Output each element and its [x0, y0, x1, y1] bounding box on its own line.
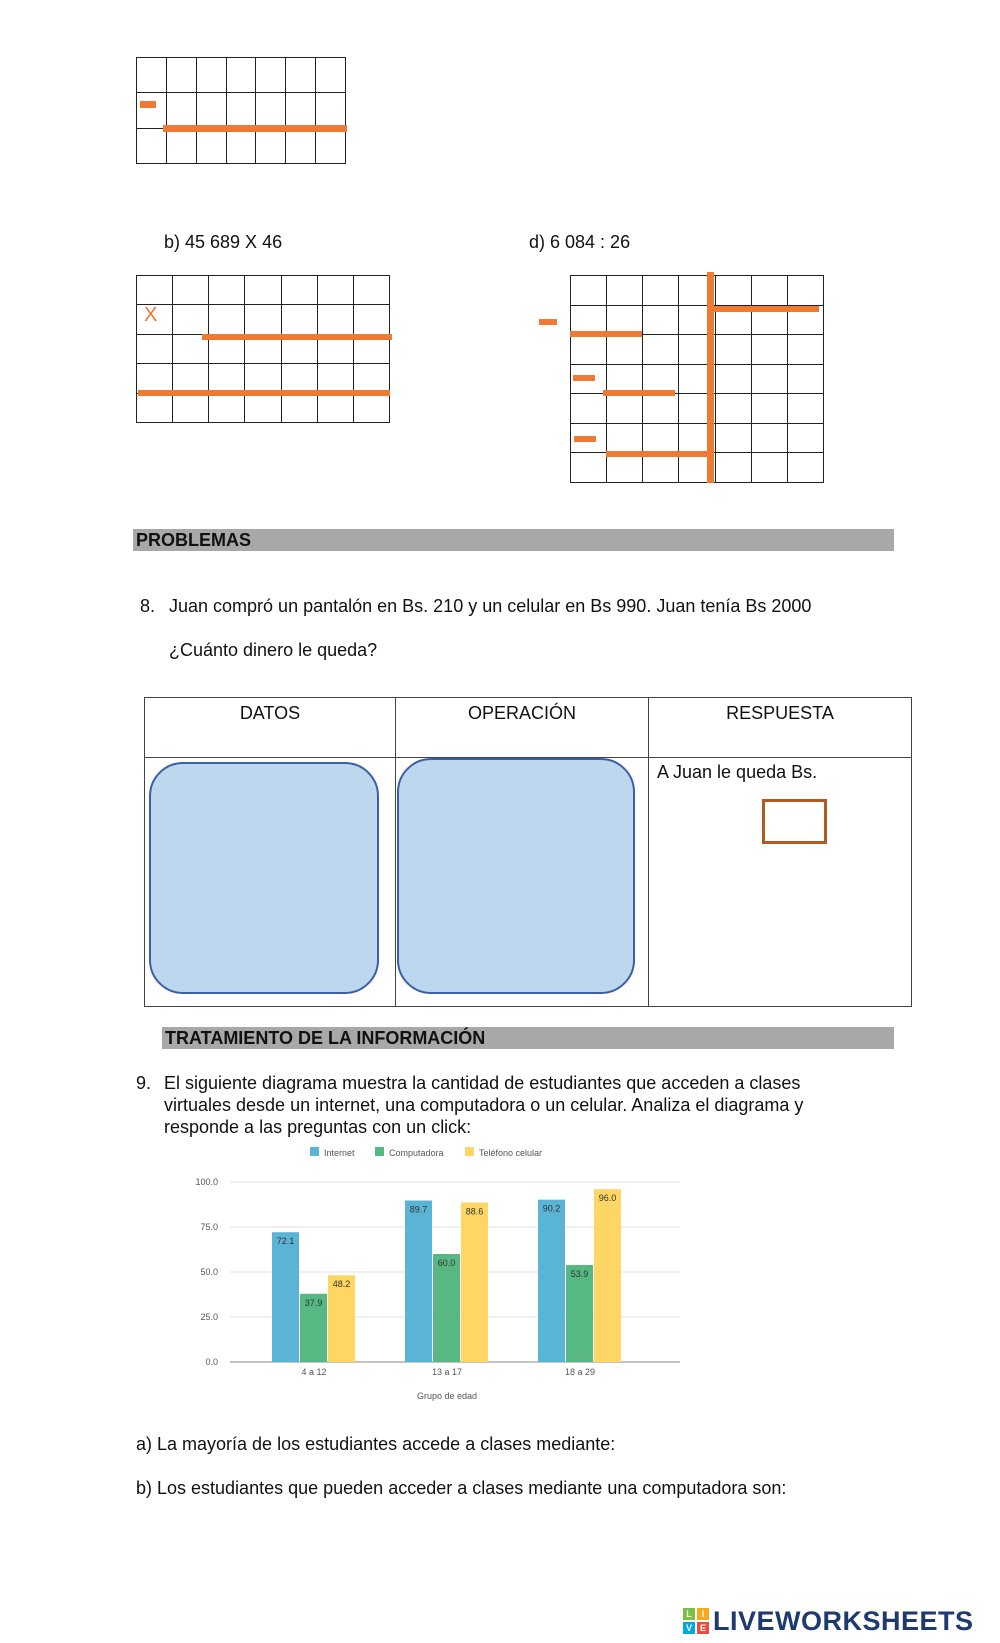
divider-horizontal [712, 306, 819, 312]
operacion-input-box[interactable] [397, 758, 635, 994]
data-label: 90.2 [542, 1203, 561, 1214]
bar [433, 1254, 460, 1362]
bar [405, 1201, 432, 1362]
question-a: a) La mayoría de los estudiantes accede a clases mediante: [136, 1434, 616, 1454]
bar [461, 1203, 488, 1362]
datos-input-box[interactable] [149, 762, 379, 994]
exercise-b-label: b) 45 689 X 46 [164, 232, 283, 252]
q9-number: 9. [136, 1073, 152, 1093]
sub-line-2 [603, 390, 675, 396]
logo-letter-v: V [683, 1622, 695, 1634]
total-line [138, 390, 390, 396]
data-label: 53.9 [570, 1268, 589, 1279]
minus-mark-2 [573, 375, 595, 381]
q8-text-line1: Juan compró un pantalón en Bs. 210 y un celular en Bs 990. Juan tenía Bs 2000 [169, 596, 812, 616]
data-label: 37.9 [304, 1297, 323, 1308]
col-datos: DATOS [145, 698, 396, 758]
x-tick-label: 4 a 12 [301, 1367, 327, 1377]
sub-line-3 [606, 451, 712, 457]
x-axis-label: Grupo de edad [416, 1391, 478, 1401]
minus-mark-3 [574, 436, 596, 442]
data-label: 60.0 [437, 1258, 456, 1268]
question-b: b) Los estudiantes que pueden acceder a clases mediante una computadora son: [136, 1478, 787, 1498]
logo-letter-e: E [697, 1622, 709, 1634]
minus-mark [140, 101, 156, 108]
partial-line [202, 334, 392, 340]
legend-label: Computadora [389, 1148, 444, 1158]
bar [594, 1189, 621, 1362]
q9-text-line1: El siguiente diagrama muestra la cantidad de estudiantes que acceden a clases [164, 1073, 801, 1093]
y-tick-label: 100.0 [195, 1177, 218, 1187]
brand-text: LIVEWORKSHEETS [713, 1605, 974, 1636]
x-tick-label: 13 a 17 [431, 1367, 463, 1377]
bar [538, 1200, 565, 1362]
q8-number: 8. [140, 596, 156, 616]
legend-label: Teléfono celular [479, 1148, 543, 1158]
problems-header: PROBLEMAS [133, 529, 894, 551]
logo-letter-l: L [683, 1608, 695, 1620]
data-label: 88.6 [465, 1206, 484, 1217]
legend-swatch [310, 1147, 319, 1156]
col-operacion: OPERACIÓN [396, 698, 649, 758]
y-tick-label: 0.0 [205, 1357, 218, 1367]
minus-mark-1 [539, 319, 557, 325]
logo-icon [683, 1608, 709, 1634]
exercise-d-label: d) 6 084 : 26 [529, 232, 631, 252]
q9-text-line2: virtuales desde un internet, una computadora o un celular. Analiza el diagrama y [164, 1095, 804, 1115]
data-label: 72.1 [276, 1236, 295, 1247]
sub-line-1 [570, 331, 642, 337]
col-respuesta: RESPUESTA [649, 698, 912, 758]
liveworksheets-logo [683, 1606, 974, 1636]
y-tick-label: 25.0 [200, 1312, 218, 1322]
multiply-mark: X [144, 304, 158, 326]
data-label: 89.7 [409, 1204, 428, 1215]
answer-input-box[interactable] [762, 799, 827, 844]
result-line [163, 125, 347, 132]
top-grid [136, 57, 346, 164]
x-tick-label: 18 a 29 [564, 1367, 596, 1377]
bar [566, 1265, 593, 1362]
answer-text: A Juan le queda Bs. [649, 758, 912, 1007]
q8-text-line2: ¿Cuánto dinero le queda? [169, 640, 378, 660]
info-header: TRATAMIENTO DE LA INFORMACIÓN [162, 1027, 894, 1049]
legend-swatch [375, 1147, 384, 1156]
legend-swatch [465, 1147, 474, 1156]
y-tick-label: 75.0 [200, 1222, 218, 1232]
exercise-b-grid[interactable] [136, 275, 390, 423]
legend-label: Internet [324, 1148, 355, 1158]
q9-text-line3: responde a las preguntas con un click: [164, 1117, 472, 1137]
y-tick-label: 50.0 [200, 1267, 218, 1277]
data-label: 96.0 [598, 1193, 617, 1204]
logo-letter-i: I [697, 1608, 709, 1620]
bar-chart [190, 1144, 700, 1412]
data-label: 48.2 [332, 1279, 351, 1290]
bar [272, 1232, 299, 1362]
